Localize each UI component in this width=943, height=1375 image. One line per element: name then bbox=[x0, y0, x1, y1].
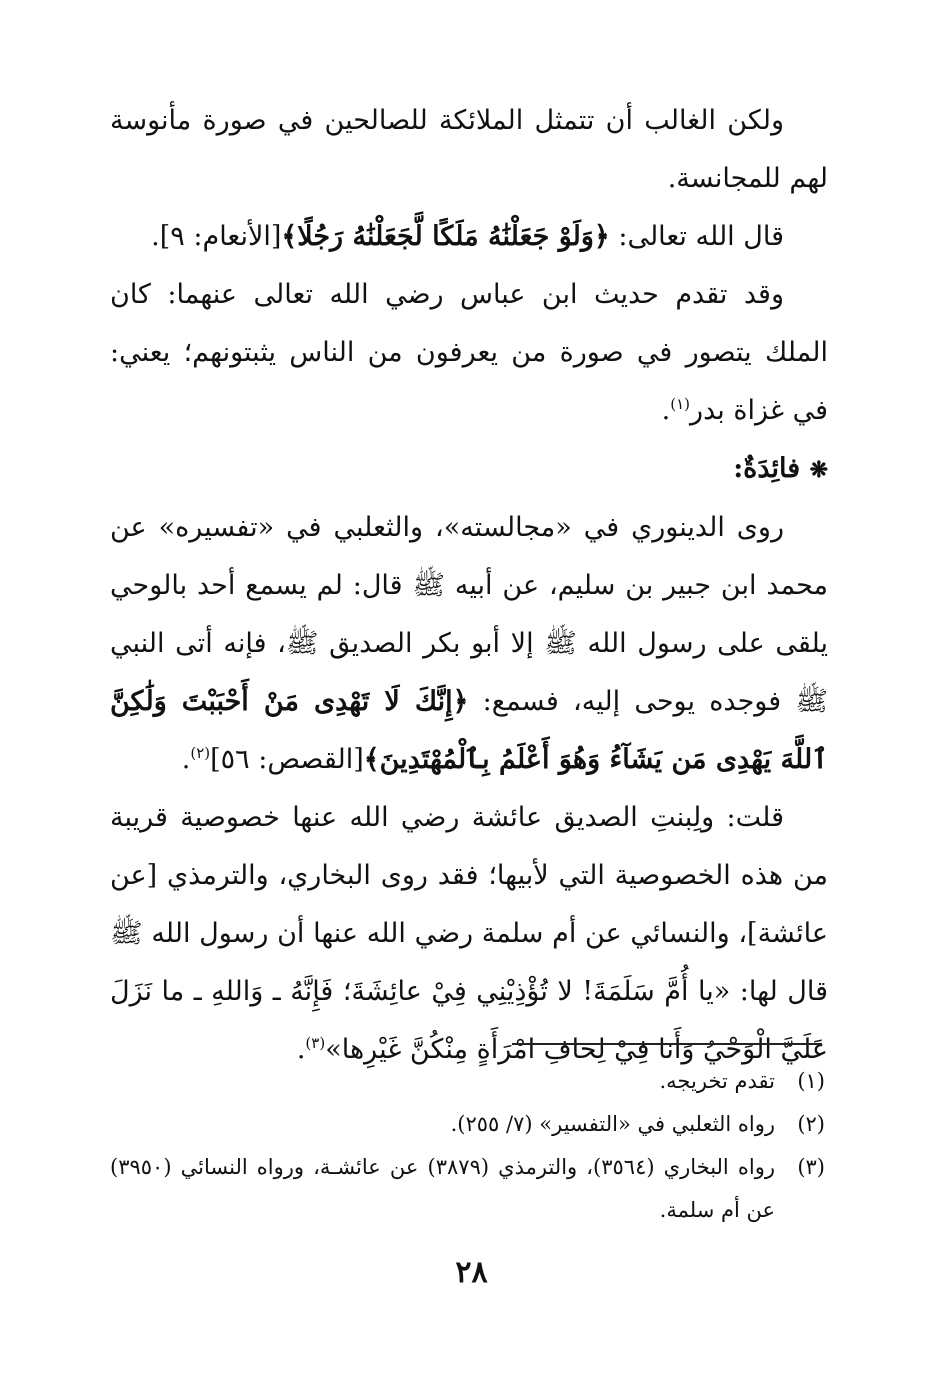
section-heading-text: فائِدَةٌ: bbox=[733, 453, 801, 484]
footnote-item bbox=[110, 1146, 825, 1232]
footnote-text: رواه البخاري (٣٥٦٤)، والترمذي (٣٨٧٩) عن عائشـة، ورواه النسائي (٣٩٥٠) عن أم سلمة. bbox=[110, 1155, 775, 1222]
footnote-marker-1: (١) bbox=[670, 395, 691, 413]
paragraph-5-text: قلت: ولِبنتِ الصديق عائشة رضي الله عنها خصوصية قريبة من هذه الخصوصية التي لأبيها؛ فقد روى البخاري، والترمذي [عن عائشة]، والنسائي عن أم سلمة رضي الله عنها أن رسول الله ﷺ قال لها: «يا أُمَّ سَلَمَةَ! لا تُؤْذِيْنِي فِيْ عائِشَةَ؛ فَإِنَّهُ ـ وَاللهِ ـ ما نَزَلَ عَلَيَّ الْوَحْيُ وَأَنا فِيْ لِحافِ امْرَأَةٍ مِنْكُنَّ غَيْرِها» bbox=[110, 802, 828, 1065]
quran-reference-anam: [الأنعام: ٩]. bbox=[151, 221, 282, 252]
footnote-item bbox=[110, 1060, 825, 1103]
section-heading bbox=[110, 440, 828, 499]
paragraph-4 bbox=[110, 499, 828, 789]
page-number: ٢٨ bbox=[455, 1255, 488, 1290]
footnote-number: (٢) bbox=[797, 1112, 825, 1136]
paragraph-3 bbox=[110, 266, 828, 440]
footnote-marker-3: (٣) bbox=[305, 1034, 326, 1052]
star-icon: ❋ bbox=[809, 457, 828, 483]
paragraph-3-end: . bbox=[661, 395, 671, 426]
paragraph-2-lead: قال الله تعالى: bbox=[609, 221, 784, 252]
footnote-text: تقدم تخريجه. bbox=[659, 1069, 775, 1093]
quran-verse-qasas: ﴿إِنَّكَ لَا تَهْدِى مَنْ أَحْبَبْتَ وَلَٰكِنَّ ٱللَّهَ يَهْدِى مَن يَشَآءُ وَهُوَ أَعْلَمُ بِٱلْمُهْتَدِينَ﴾ bbox=[110, 686, 828, 775]
paragraph-3-text: وقد تقدم حديث ابن عباس رضي الله تعالى عنهما: كان الملك يتصور في صورة من يعرفون من الناس يثبتونهم؛ يعني: في غزاة بدر bbox=[110, 279, 828, 426]
main-text bbox=[110, 92, 828, 1079]
paragraph-4-text: روى الدينوري في «مجالسته»، والثعلبي في «تفسيره» عن محمد ابن جبير بن سليم، عن أبيه ﷺ قال: لم يسمع أحد بالوحي يلقى على رسول الله ﷺ إلا أبو بكر الصديق ﷺ، فإنه أتى النبي ﷺ فوجده يوحى إليه، فسمع: bbox=[110, 512, 828, 717]
footnotes bbox=[110, 1060, 825, 1232]
quran-reference-qasas: [القصص: ٥٦] bbox=[210, 744, 364, 775]
footnote-item bbox=[110, 1103, 825, 1146]
footnote-marker-2: (٢) bbox=[190, 744, 211, 762]
footnote-number: (٣) bbox=[797, 1155, 825, 1179]
paragraph-5-end: . bbox=[296, 1034, 306, 1065]
paragraph-4-end: . bbox=[181, 744, 191, 775]
paragraph-1-text: ولكن الغالب أن تتمثل الملائكة للصالحين في صورة مأنوسة لهم للمجانسة. bbox=[110, 105, 828, 194]
quran-verse-anam: ﴿وَلَوْ جَعَلْنَٰهُ مَلَكًا لَّجَعَلْنَٰهُ رَجُلًا﴾ bbox=[281, 221, 610, 252]
paragraph-5 bbox=[110, 789, 828, 1079]
footnote-text: رواه الثعلبي في «التفسير» (٧/ ٢٥٥). bbox=[450, 1112, 775, 1136]
footnote-divider bbox=[512, 1043, 822, 1045]
paragraph-2 bbox=[110, 208, 828, 266]
footnote-number: (١) bbox=[797, 1069, 825, 1093]
paragraph-1 bbox=[110, 92, 828, 208]
